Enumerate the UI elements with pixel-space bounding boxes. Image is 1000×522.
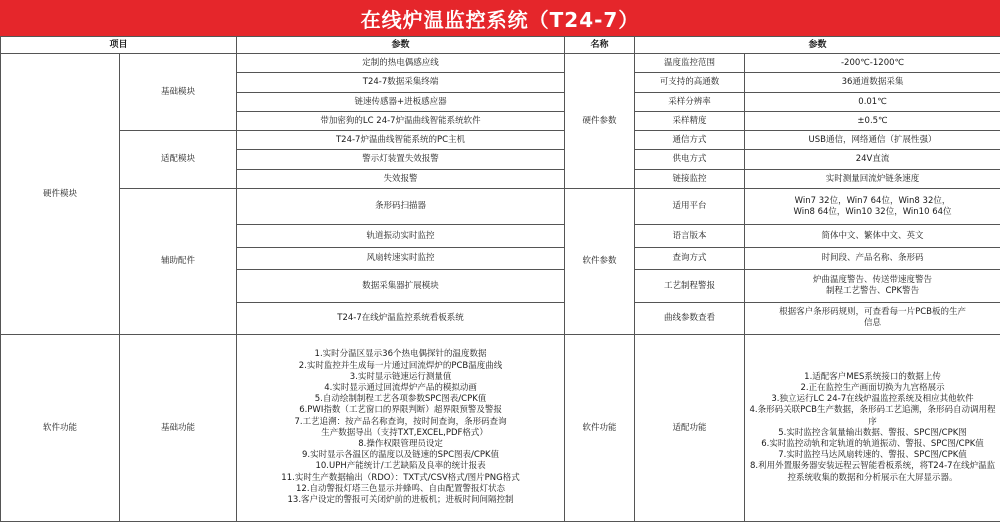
title-bar — [0, 0, 1000, 36]
list-item: 7.工艺追溯：按产品名称查询，按时间查询，条形码查询 — [294, 416, 507, 427]
hw-param-name: 供电方式 — [635, 150, 745, 169]
list-item: 13.客户设定的警报可关闭炉前的进板机；进板时间间隔控制 — [287, 495, 514, 506]
list-item: 11.实时生产数据输出（RDO）：TXT式/CSV格式/图片PNG格式 — [281, 472, 520, 483]
hw-param-value: ±0.5℃ — [745, 111, 1000, 130]
hw-param-name: 温度监控范围 — [635, 54, 745, 73]
sw-param-value: 时间段、产品名称、条形码 — [745, 247, 1000, 269]
list-item: 1.适配客户MES系统接口的数据上传 — [804, 371, 941, 382]
software-function-label-2: 软件功能 — [565, 334, 635, 521]
hw-param-name: 采样分辨率 — [635, 92, 745, 111]
list-item: 12.自动警报灯塔三色显示并蜂鸣、自由配置警报灯状态 — [296, 483, 506, 494]
sw-param-line: Win7 32位，Win7 64位，Win8 32位， — [794, 195, 951, 206]
hw-param-name: 链接监控 — [635, 169, 745, 188]
sw-param-line: 根据客户条形码规则，可查看每一片PCB板的生产 — [779, 307, 966, 318]
sw-param-line: 信息 — [864, 318, 882, 329]
hw-param-name: 采样精度 — [635, 111, 745, 130]
sw-param-line: Win8 64位，Win10 32位，Win10 64位 — [793, 206, 952, 217]
list-item: 4.实时显示通过回流焊炉产品的模拟动画 — [324, 382, 477, 393]
hw-param-value: 24V直流 — [745, 150, 1000, 169]
list-item: 生产数据导出（支持TXT,EXCEL,PDF格式） — [313, 427, 488, 438]
hw-param-value: 36通道数据采集 — [745, 73, 1000, 92]
header-name: 名称 — [565, 37, 635, 54]
table-row — [1, 188, 1000, 224]
table-row — [1, 131, 1000, 150]
list-item: 6.PWI指数（工艺窗口的界限判断）超界限预警及警报 — [299, 405, 502, 416]
table-row — [1, 334, 1000, 521]
list-item: 2.实时监控并生成每一片通过回流焊炉的PCB温度曲线 — [298, 360, 503, 371]
page-title: 在线炉温监控系统（T24-7） — [360, 7, 640, 32]
list-item: 5.自动绘制制程工艺各项参数SPC图表/CPK值 — [314, 394, 487, 405]
table-header — [1, 37, 1000, 54]
sw-param-name: 适用平台 — [635, 188, 745, 224]
aux-item: 风扇转速实时监控 — [237, 247, 565, 269]
auxiliary-label: 辅助配件 — [120, 188, 237, 334]
sw-param-value — [745, 188, 1000, 224]
adapter-module-label: 适配模块 — [120, 131, 237, 189]
list-item: 10.UPH产能统计/工艺缺陷及良率的统计报表 — [315, 461, 486, 472]
list-item: 8.操作权限管理员设定 — [358, 439, 443, 449]
list-item: 5.实时监控含氧量输出数据、警报、SPC图/CPK图 — [778, 427, 967, 438]
list-item: 6.实时监控动轨和定轨道的轨道振动、警报、SPC图/CPK值 — [761, 439, 984, 449]
adapt-function-label: 适配功能 — [635, 334, 745, 521]
aux-item: T24-7在线炉温监控系统看板系统 — [237, 303, 565, 334]
sw-param-name: 工艺制程警报 — [635, 269, 745, 302]
list-item: 2.正在监控生产画面切换为九宫格展示 — [800, 382, 945, 393]
sw-param-value — [745, 303, 1000, 334]
adapter-item: T24-7炉温曲线智能系统的PC主机 — [237, 131, 565, 150]
basic-function-list — [237, 334, 565, 521]
sw-param-line: 炉曲温度警告、传送带速度警告 — [813, 275, 933, 286]
hw-param-value: 实时测量回流炉链条速度 — [745, 169, 1000, 188]
basic-item: 链速传感器+进板感应器 — [237, 92, 565, 111]
software-params-label: 软件参数 — [565, 188, 635, 334]
table-row — [1, 54, 1000, 73]
list-item: 8.利用外置服务器安装远程云智能看板系统，将T24-7在线炉温监控系统收集的数据和分析展示在大屏显示器。 — [749, 461, 996, 483]
aux-item: 条形码扫描器 — [237, 188, 565, 224]
sw-param-name: 查询方式 — [635, 247, 745, 269]
list-item: 9.实时显示各温区的温度以及链速的SPC图表/CPK值 — [301, 450, 500, 461]
aux-item: 轨道振动实时监控 — [237, 225, 565, 247]
basic-item: 带加密狗的LC 24-7炉温曲线智能系统软件 — [237, 111, 565, 130]
basic-function-label: 基础功能 — [120, 334, 237, 521]
sw-param-name: 语言版本 — [635, 225, 745, 247]
header-param-2: 参数 — [635, 37, 1000, 54]
aux-item: 数据采集器扩展模块 — [237, 269, 565, 302]
list-item: 4.条形码关联PCB生产数据，条形码工艺追溯，条形码自动调用程序 — [749, 405, 996, 427]
sw-param-value — [745, 269, 1000, 302]
sw-param-line: 制程工艺警告、CPK警告 — [825, 286, 920, 297]
list-item: 3.实时显示链速运行测量值 — [349, 371, 452, 382]
list-item: 1.实时分温区显示36个热电偶探针的温度数据 — [314, 349, 487, 360]
adapter-item: 失效报警 — [237, 169, 565, 188]
spec-table — [0, 36, 1000, 522]
adapt-function-list — [745, 334, 1000, 521]
sw-param-value: 简体中文、繁体中文、英文 — [745, 225, 1000, 247]
list-item: 7.实时监控马达风扇转速的、警报、SPC图/CPK值 — [778, 450, 967, 461]
hardware-module-label: 硬件模块 — [1, 54, 120, 334]
hardware-params-label: 硬件参数 — [565, 54, 635, 189]
hw-param-name: 通信方式 — [635, 131, 745, 150]
header-item: 项目 — [1, 37, 237, 54]
header-param: 参数 — [237, 37, 565, 54]
adapter-item: 警示灯装置失效报警 — [237, 150, 565, 169]
basic-item: 定制的热电偶感应线 — [237, 54, 565, 73]
hw-param-value: -200℃-1200℃ — [745, 54, 1000, 73]
hw-param-value: 0.01℃ — [745, 92, 1000, 111]
hw-param-name: 可支持的高通数 — [635, 73, 745, 92]
basic-module-label: 基础模块 — [120, 54, 237, 131]
basic-item: T24-7数据采集终端 — [237, 73, 565, 92]
sw-param-name: 曲线参数查看 — [635, 303, 745, 334]
software-function-label: 软件功能 — [1, 334, 120, 521]
list-item: 3.独立运行LC 24-7在线炉温监控系统及相应其他软件 — [771, 394, 974, 405]
hw-param-value: USB通信，网络通信（扩展性强） — [745, 131, 1000, 150]
